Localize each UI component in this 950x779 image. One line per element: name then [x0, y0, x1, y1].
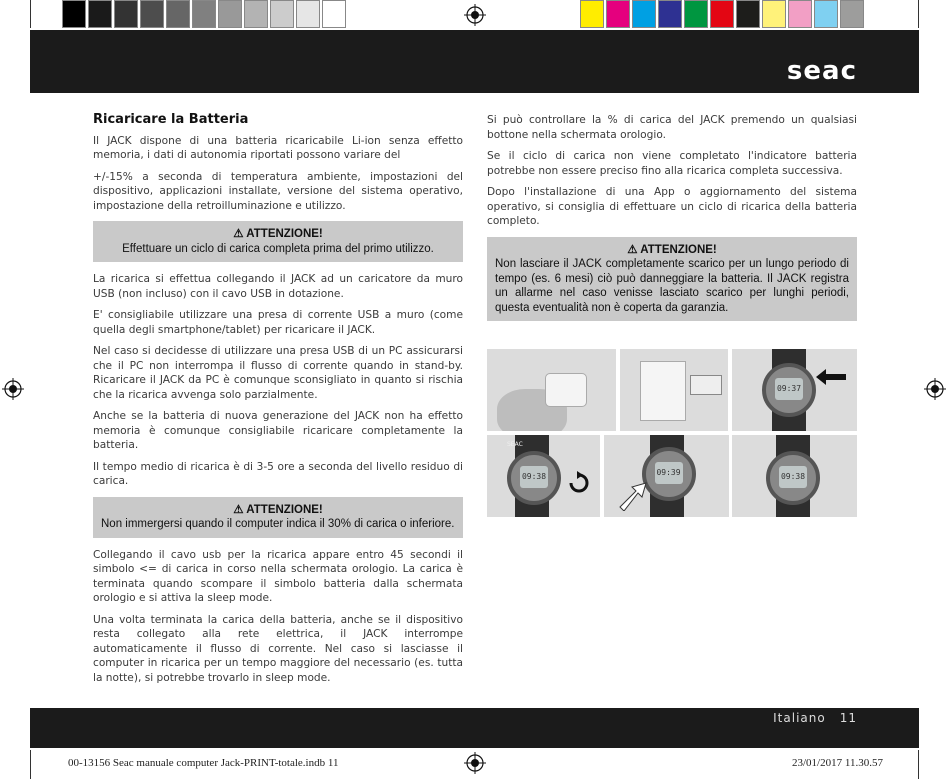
color-swatch [580, 0, 604, 28]
crop-mark [918, 0, 919, 28]
color-swatch [710, 0, 734, 28]
color-swatch [270, 0, 294, 28]
crop-mark [30, 750, 31, 779]
gray-swatch-strip [62, 0, 348, 30]
color-swatch [736, 0, 760, 28]
paragraph: Una volta terminata la carica della batteria, anche se il dispositivo resta collegato alla rete elettrica, il JACK interrompe automaticamente il flusso di corrente. Nel caso si lasciasse il computer in ricarica per un tempo maggiore del necessario (es. tutta la notte), si potrebbe trovarlo in sleep mode. [93, 613, 463, 684]
color-swatch [684, 0, 708, 28]
left-column [93, 113, 463, 692]
paragraph: Anche se la batteria di nuova generazione del JACK non ha effetto memoria è comunque consigliabile ricaricare completamente la batteria. [93, 410, 463, 451]
arrow-up-right-icon [618, 481, 648, 511]
photo-watch-connector: 09:37 [732, 349, 857, 431]
photo-watch-charging: 09:38 [732, 435, 857, 517]
paragraph: La ricarica si effettua collegando il JACK ad un caricatore da muro USB (non incluso) con il cavo USB in dotazione. [93, 273, 463, 300]
warning-body: Effettuare un ciclo di carica completa prima del primo utilizzo. [122, 242, 434, 255]
color-swatch [140, 0, 164, 28]
photo-watch-rotate: 09:38 SEAC [487, 435, 600, 517]
registration-mark-icon [464, 4, 486, 26]
photo-usb-plug [620, 349, 728, 431]
page-number: 11 [839, 711, 857, 725]
right-column [487, 113, 857, 331]
paragraph: E' consigliabile utilizzare una presa di corrente USB a muro (come quella degli smartphone/tablet) per ricaricare il JACK. [93, 309, 463, 336]
seac-logo: seac [786, 56, 857, 86]
photo-usb-charger [487, 349, 616, 431]
rotate-arrow-icon [567, 471, 591, 495]
warning-title: ⚠ ATTENZIONE! [233, 228, 323, 240]
color-swatch-strip [580, 0, 866, 30]
warning-box [93, 497, 463, 538]
print-slug-file: 00-13156 Seac manuale computer Jack-PRINT-totale.indb 11 [68, 757, 339, 769]
color-swatch [606, 0, 630, 28]
paragraph: Il tempo medio di ricarica è di 3-5 ore a seconda del livello residuo di carica. [93, 460, 463, 487]
paragraph: Collegando il cavo usb per la ricarica appare entro 45 secondi il simbolo <= di carica in corso nella schermata orologio. La carica è terminata quando scompare il simbolo batteria dalla schermata orologio e si attiva la sleep mode. [93, 548, 463, 604]
charging-photos [487, 349, 857, 521]
color-swatch [814, 0, 838, 28]
color-swatch [296, 0, 320, 28]
color-swatch [62, 0, 86, 28]
color-swatch [632, 0, 656, 28]
paragraph: Si può controllare la % di carica del JACK premendo un qualsiasi bottone nella schermata orologio. [487, 114, 857, 141]
crop-mark [918, 750, 919, 779]
footer-text [773, 711, 857, 725]
warning-box [487, 237, 857, 322]
color-swatch [244, 0, 268, 28]
warning-title: ⚠ ATTENZIONE! [627, 243, 717, 256]
crop-mark [30, 0, 31, 28]
paragraph: Nel caso si decidesse di utilizzare una presa USB di un PC assicurarsi che il PC non interrompa il flusso di corrente quando in stand-by. Ricaricare il JACK da PC è comunque sconsigliato in quanto si rischia che la ricarica avvenga solo parzialmente. [93, 345, 463, 401]
paragraph: Dopo l'installazione di una App o aggiornamento del sistema operativo, si consiglia di effettuare un ciclo di ricarica della batteria completo. [487, 186, 857, 227]
section-title: Ricaricare la Batteria [93, 112, 249, 127]
color-swatch [114, 0, 138, 28]
color-swatch [218, 0, 242, 28]
registration-mark-icon [464, 752, 486, 774]
warning-box [93, 221, 463, 262]
registration-mark-icon [2, 378, 24, 400]
paragraph: Se il ciclo di carica non viene completato l'indicatore batteria potrebbe non essere preciso fino alla ricarica completa successiva. [487, 150, 857, 177]
color-swatch [192, 0, 216, 28]
arrow-left-icon [816, 369, 846, 385]
language-label: Italiano [773, 711, 826, 725]
warning-body: Non lasciare il JACK completamente scarico per un lungo periodo di tempo (es. 6 mesi) ciò può danneggiare la batteria. Il JACK registra un allarme nel caso venisse lasciato scarico per lunghi periodi, questa eventualità non è coperta da garanzia. [495, 258, 849, 314]
color-swatch [88, 0, 112, 28]
page-header-band [30, 30, 919, 93]
color-swatch [322, 0, 346, 28]
paragraph: +/-15% a seconda di temperatura ambiente, impostazioni del dispositivo, applicazioni installate, versione del sistema operativo, impostazione della retroilluminazione e utilizzo. [93, 170, 463, 212]
color-swatch [166, 0, 190, 28]
warning-body: Non immergersi quando il computer indica il 30% di carica o inferiore. [101, 518, 455, 530]
color-swatch [658, 0, 682, 28]
page-footer-band [30, 708, 919, 748]
color-swatch [788, 0, 812, 28]
color-swatch [762, 0, 786, 28]
print-slug-datetime: 23/01/2017 11.30.57 [792, 757, 883, 769]
warning-title: ⚠ ATTENZIONE! [233, 503, 323, 516]
registration-mark-icon [924, 378, 946, 400]
paragraph: Il JACK dispone di una batteria ricaricabile Li-ion senza effetto memoria, i dati di autonomia riportati possono variare del [93, 134, 463, 161]
photo-watch-press: 09:39 [604, 435, 729, 517]
color-swatch [840, 0, 864, 28]
